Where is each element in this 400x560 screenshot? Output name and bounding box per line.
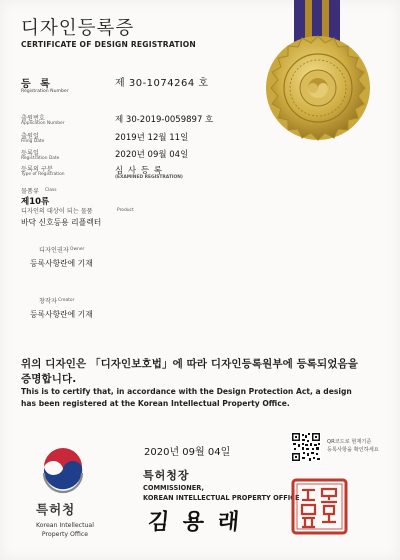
registration-type-value: 심 사 등 록 — [115, 166, 163, 176]
qr-caption-line1: QR코드로 현재기준 — [327, 439, 372, 445]
issue-date: 2020년 09월 04일 — [144, 447, 231, 458]
owner-label-en: Owner — [70, 247, 85, 252]
qr-code-icon[interactable] — [291, 432, 321, 462]
registration-date-value: 2020년 09월 04일 — [115, 150, 189, 160]
qr-caption-line2: 등록사항을 확인하세요 — [327, 447, 379, 453]
certification-korean — [21, 357, 358, 387]
application-number-label-en: Application Number — [21, 121, 65, 126]
registration-type-label: 등록의 구분 — [21, 166, 53, 173]
kipo-emblem-icon — [38, 445, 88, 495]
commissioner-english-title: COMMISSIONER, — [143, 484, 205, 492]
certification-korean-line1: 위의 디자인은 「디자인보호법」에 따라 디자인등록원부에 등록되었음을 — [21, 358, 359, 370]
creator-label-en: Creator — [58, 298, 75, 303]
creator-value: 등록사항란에 기재 — [30, 310, 93, 319]
commissioner-english-office: KOREAN INTELLECTUAL PROPERTY OFFICE — [143, 494, 300, 502]
application-number-value: 제 30-2019-0059897 호 — [115, 115, 214, 125]
title-korean: 디자인등록증 — [21, 18, 135, 39]
creator-label: 창작자 — [39, 298, 57, 305]
qr-caption — [327, 438, 379, 454]
certification-korean-line2: 증명합니다. — [21, 373, 77, 385]
registration-date-label-en: Registration Date — [21, 156, 60, 161]
registration-type-label-en: Type of Registration — [21, 172, 65, 177]
product-label-en: Product — [117, 208, 134, 213]
owner-value: 등록사항란에 기재 — [30, 259, 93, 268]
class-value: 제10류 — [21, 197, 50, 207]
kipo-name-korean: 특허청 — [36, 502, 76, 517]
commissioner-signature: 김 용 래 — [146, 509, 244, 535]
kipo-name-english-line1: Korean Intellectual — [36, 522, 94, 529]
class-label-en: Class — [45, 188, 57, 193]
title-english: CERTIFICATE OF DESIGN REGISTRATION — [21, 40, 196, 49]
product-label: 디자인의 대상이 되는 물품 — [21, 208, 93, 215]
registration-number: 제 30-1074264 호 — [115, 78, 209, 89]
certification-english-line1: This is to certify that, in accordance with the Design Protection Act, a design — [21, 387, 352, 396]
certification-english-line2: has been registered at the Korean Intellectual Property Office. — [21, 398, 290, 408]
filing-date-value: 2019년 12월 11일 — [115, 133, 189, 143]
registration-date-label: 등록일 — [21, 150, 39, 157]
product-value: 바닥 신호등용 리플렉터 — [21, 218, 102, 227]
filing-date-label-en: Filing Date — [21, 139, 45, 144]
official-red-seal-icon — [291, 478, 348, 535]
commissioner-korean: 특허청장 — [143, 469, 190, 482]
registration-label-en: Registration Number — [21, 89, 69, 94]
kipo-name-english — [36, 522, 94, 539]
class-label: 물품류 — [21, 188, 39, 195]
application-number-label: 출원번호 — [21, 115, 45, 122]
certification-english — [21, 386, 352, 409]
kipo-name-english-line2: Property Office — [41, 530, 89, 538]
registration-type-sub: (EXAMINED REGISTRATION) — [115, 175, 183, 180]
registration-label: 등 록 — [21, 79, 53, 90]
gold-medal-seal-icon — [258, 0, 378, 150]
filing-date-label: 출원일 — [21, 133, 39, 140]
owner-label: 디자인권자 — [39, 247, 69, 254]
